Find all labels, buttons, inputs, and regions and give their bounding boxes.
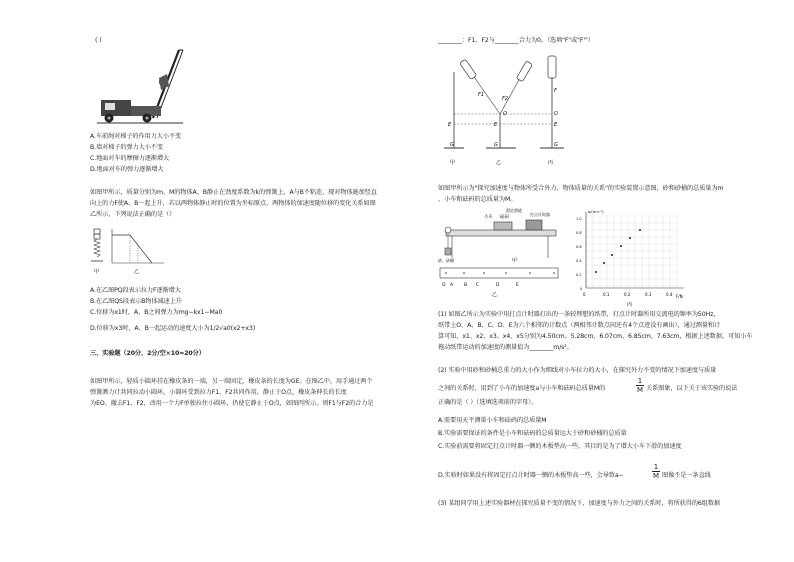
spring-option-c: C.位移为x1时，A、B之间弹力为mg−kx1−Ma0 — [90, 309, 223, 316]
crane-truck-figure — [95, 44, 185, 126]
graph-caption-bing: 丙 — [627, 302, 633, 308]
label-e-1: E — [448, 122, 452, 128]
label-e-3: E — [554, 122, 558, 128]
label-weight: 砝码 — [500, 215, 509, 220]
label-timer: 打点计时器 — [530, 212, 550, 217]
q1-line-1: (1) 如图乙所示为实验中用打点计时器打出的一条较理想的纸带，打点计时器所用交流电的频率为50Hz， — [438, 311, 720, 318]
exp2-intro-line-1: 如图甲所示为"探究加速度与物体所受合外力、物体质量的关系"的实验装置示意图，砂和砂桶的总质量为m — [438, 185, 724, 192]
fraction-d-bottom: M — [652, 472, 660, 480]
graph-ytick-1: 0.2 — [576, 273, 582, 277]
graph-ytick-5: 1.0 — [576, 217, 582, 221]
graph-xlabel: F/N — [676, 294, 683, 299]
q2-option-c: C.实验前需要将固定打点计时器一侧的木板垫高一些，其目的是为了增大小车下滑的加速度 — [438, 443, 682, 450]
q1-line-3: 算可知，x1、x2、x3、x4、x5分别为4.50cm、5.28cm、6.07cm、6.85cm、7.63cm，根据上述数据，可知小车 — [438, 333, 753, 340]
a-f-graph — [572, 208, 690, 308]
label-sand: 砂、砂桶 — [438, 258, 454, 263]
fraction-1-over-m — [636, 377, 644, 394]
spring-option-d: D.位移为x3时，A、B一起运动的速度大小为1/2√a0(x2+x3) — [90, 325, 256, 332]
graph-ytick-3: 0.6 — [576, 245, 582, 249]
tape-letter-b: B — [464, 283, 468, 288]
fraction-d-top: 1 — [653, 463, 659, 471]
spring-question-line-2: 向上的力F使A、B一起上升，若以两物体静止时的位置为坐标原点，两物体的加速度随位移的变化关系如图 — [90, 200, 376, 207]
graph-xtick-1: 0.1 — [603, 292, 610, 297]
apparatus-caption-jia: 甲 — [512, 258, 518, 264]
q1-line-2: 纸带上O、A、B、C、D、E为六个相邻的计数点（两相邻计数点间还有4个点迹没有画出），通过测量和计 — [438, 322, 721, 329]
q2-line-2b: 关系图象，以下关于该实验的说法 — [646, 385, 738, 392]
fraction-1-over-m-d — [652, 463, 660, 480]
exp1-line-3: 为EO。撤去F1、F2，改用一个力F单独拉住小圆环，仍使它静止于O点，如图丙所示。则F1与F2的合力是 — [90, 400, 374, 407]
graph-ytick-4: 0.8 — [576, 231, 582, 235]
q3-line-1: (3) 某组同学用上述实验器材在探究质量不变的情况下，加速度与外力之间的关系时，将所获得的6组数据 — [438, 500, 721, 507]
graph-grid — [586, 216, 677, 288]
q2-option-a: A.需要用天平测量小车和砝码的总质量M — [438, 417, 547, 424]
tape-letter-o: O — [442, 283, 446, 288]
label-g-3: G — [554, 142, 558, 148]
crane-option-d: D.地面对车的弹力逐渐增大 — [90, 166, 164, 173]
spring-fig-caption-right: 乙 — [134, 269, 140, 275]
spring-question-line-1: 如图甲所示，质量分别为m、M的物体A、B静止在劲度系数为k的弹簧上，A与B不粘连，现对物体施加竖直 — [90, 189, 377, 196]
crane-option-a: A.车前绳对梯子的作用力大小不变 — [90, 133, 182, 140]
spring-option-a: A.在乙图PQ段表示拉力F逐渐增大 — [90, 287, 181, 294]
tape-letter-a: A — [450, 283, 454, 288]
graph-xtick-0: 0 — [583, 292, 586, 297]
q2-line-1: (2) 实验中用砂和砂桶总重力的大小作为细线对小车拉力的大小，在探究外力不变的情况下加速度与质量 — [438, 367, 717, 374]
tape-letter-c: C — [476, 283, 480, 288]
label-car: 小车 — [484, 215, 493, 220]
caption-yi: 乙 — [496, 160, 502, 166]
label-o-3: O — [554, 111, 558, 117]
exp2-intro-line-2: ，小车和砝码的总质量为M。 — [438, 196, 517, 203]
crane-option-b: B.墙对梯子的弹力大小不变 — [90, 144, 163, 151]
label-f: F — [554, 88, 557, 94]
spring-question-line-3: 乙所示，下列说法正确的是（） — [90, 211, 176, 218]
fraction-top: 1 — [637, 377, 643, 385]
exp1-line-1: 如图甲所示，轻质小圆环挂在橡皮条的一端，另一端固定，橡皮条的长度为GE。在图乙中，用手通过两个 — [90, 378, 373, 385]
q2-option-d-tail: 图像不是一条直线 — [662, 472, 711, 479]
graph-xtick-4: 0.4 — [666, 292, 673, 297]
spring-option-b: B.在乙图QS段表示B物体减速上升 — [90, 298, 182, 305]
graph-ytick-2: 0.4 — [576, 259, 582, 263]
label-f2: F2 — [502, 96, 509, 102]
crane-option-c: C.地面对车的摩擦力逐渐增大 — [90, 155, 170, 162]
q2-option-b: B.实验需要保证的条件是小车和砝码的总质量远大于砂和砂桶的总质量 — [438, 430, 627, 437]
exp1-line-2: 弹簧测力计共同拉动小圆环，小圆环受到拉力F1、F2共同作用，静止于O点，橡皮条伸长的长度 — [90, 389, 347, 396]
label-pulley: 滑定滑轮 — [506, 208, 522, 213]
caption-jia: 甲 — [450, 160, 456, 166]
apparatus-caption-yi: 乙 — [492, 292, 498, 298]
apparatus-figure — [436, 208, 566, 300]
q2-option-d: D.实验时如果没有将固定打点计时器一侧的木板垫高一些，会导致a− — [438, 472, 624, 479]
label-f1: F1 — [478, 92, 485, 98]
graph-ylabel: a/(m·s⁻²) — [588, 210, 604, 214]
fill-blank-line: ________：F1、F2与________合力为0。（选填"F"或"F'"） — [438, 37, 594, 44]
fraction-bottom: M — [636, 386, 644, 394]
q2-line-2a: 之间的关系时，用到了小车的加速度a与小车和砝码总质量M的 — [438, 385, 606, 392]
q2-line-3: 正确的是（ ）（选填选项前的字母）。 — [438, 399, 538, 406]
label-g-1: G — [450, 142, 454, 148]
spring-graph-figure — [90, 225, 170, 281]
graph-ytick-0: 0 — [580, 287, 583, 291]
label-e-2: E — [494, 122, 498, 128]
tape-letter-e: E — [516, 283, 519, 288]
q1-line-4: 拖动纸带运动的加速度的测量值为________m/s²。 — [438, 344, 573, 351]
section-title: 三、实验题（20分，2分/空×10=20分） — [90, 350, 205, 357]
spring-fig-caption-left: 甲 — [94, 269, 100, 275]
graph-xtick-3: 0.3 — [645, 292, 652, 297]
label-o-2: O — [503, 111, 507, 117]
tape-letter-d: D — [496, 283, 500, 288]
caption-bing: 丙 — [548, 160, 554, 166]
question-bracket: ( ) — [95, 37, 102, 44]
label-g-2: G — [494, 142, 498, 148]
graph-xtick-2: 0.2 — [624, 292, 631, 297]
rubber-band-figure — [440, 52, 580, 170]
